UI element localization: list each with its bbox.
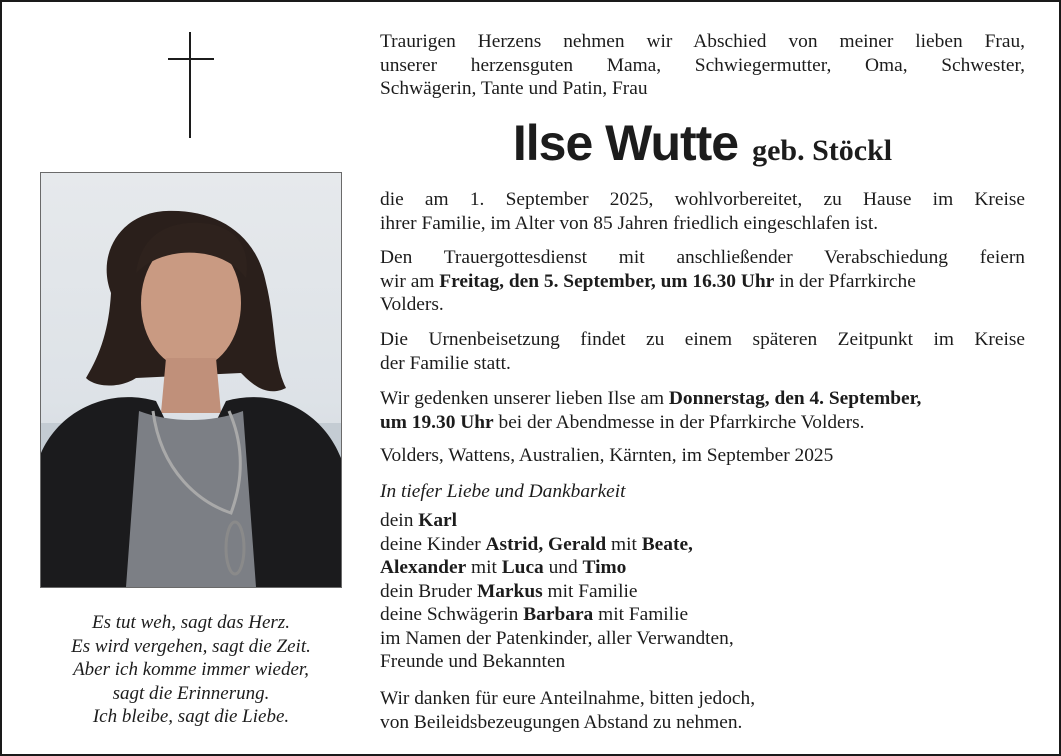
thanks-line: von Beileidsbezeugungen Abstand zu nehmen. (380, 711, 743, 733)
mourner-name: Beate, (641, 533, 693, 555)
service-date: Freitag, den 5. September, um 16.30 Uhr (439, 270, 775, 292)
mourner-text: mit (466, 557, 502, 578)
mourner-line (380, 509, 1025, 533)
mourner-name: Luca (501, 557, 544, 578)
burial-paragraph (380, 328, 1025, 375)
mourner-text: dein (380, 510, 419, 531)
remembrance-line (380, 411, 1025, 435)
poem-line: Es tut weh, sagt das Herz. (92, 612, 290, 633)
deceased-name (380, 114, 1025, 172)
service-line: Den Trauergottesdienst mit anschließender Verabschiedung feiern (380, 247, 1025, 268)
thanks-paragraph (380, 687, 1025, 734)
mourner-text: dein Bruder (380, 580, 477, 602)
service-paragraph (380, 246, 1025, 317)
mourner-text: mit (606, 533, 642, 555)
service-line: Volders. (380, 294, 444, 315)
mourner-name: Markus (476, 580, 543, 602)
poem-line: Ich bleibe, sagt die Liebe. (92, 706, 290, 727)
service-text: wir am (380, 270, 440, 292)
maiden-name: geb. Stöckl (752, 134, 893, 167)
mourner-line: im Namen der Patenkinder, aller Verwandten, (380, 627, 734, 649)
mourner-line (380, 533, 1025, 557)
mourner-text: deine Schwägerin (380, 604, 524, 625)
death-line: ihrer Familie, im Alter von 85 Jahren friedlich eingeschlafen ist. (380, 212, 879, 234)
mourner-text: mit Familie (542, 580, 638, 602)
poem-line: Es wird vergehen, sagt die Zeit. (71, 635, 311, 657)
full-name: Ilse Wutte (512, 115, 739, 171)
death-line: die am 1. September 2025, wohlvorbereitet, zu Hause im Kreise (380, 189, 1025, 210)
mourner-line (380, 556, 1025, 580)
burial-line: der Familie statt. (380, 352, 511, 374)
mourners-list (380, 509, 1025, 674)
intro-line: unserer herzensguten Mama, Schwiegermutter, Oma, Schwester, (380, 54, 1025, 76)
intro-text (380, 30, 1025, 101)
remembrance-line (380, 387, 1025, 411)
mourner-name: Barbara (523, 604, 594, 625)
remembrance-text: Wir gedenken unserer lieben Ilse am (380, 388, 669, 409)
burial-line: Die Urnenbeisetzung findet zu einem späteren Zeitpunkt im Kreise (380, 329, 1025, 350)
mourner-name: Karl (418, 510, 458, 531)
mourner-text: und (543, 557, 583, 578)
remembrance-date: Donnerstag, den 4. September, (668, 388, 922, 409)
places-line: Volders, Wattens, Australien, Kärnten, im September 2025 (380, 445, 834, 466)
closing-line: In tiefer Liebe und Dankbarkeit (380, 481, 626, 502)
service-text: in der Pfarrkirche (774, 270, 916, 292)
poem-line: Aber ich komme immer wieder, (73, 659, 309, 680)
portrait-photo (40, 172, 342, 588)
service-line (380, 270, 1025, 294)
remembrance-time: um 19.30 Uhr (380, 411, 494, 433)
death-paragraph (380, 188, 1025, 235)
mourner-line (380, 580, 1025, 604)
remembrance-text: bei der Abendmesse in der Pfarrkirche Volders. (493, 411, 865, 433)
cross-icon (168, 32, 214, 138)
mourner-text: deine Kinder (380, 533, 486, 555)
thanks-line: Wir danken für eure Anteilnahme, bitten jedoch, (380, 688, 756, 709)
mourner-name: Timo (582, 557, 627, 578)
mourner-line (380, 603, 1025, 627)
mourner-text: mit Familie (593, 604, 689, 625)
intro-line: Schwägerin, Tante und Patin, Frau (380, 78, 648, 99)
mourner-name: Alexander (380, 557, 467, 578)
mourner-name: Astrid, Gerald (485, 533, 607, 555)
poem-line: sagt die Erinnerung. (112, 682, 270, 704)
mourner-line: Freunde und Bekannten (380, 651, 566, 672)
remembrance-paragraph (380, 387, 1025, 434)
poem (30, 611, 352, 729)
intro-line: Traurigen Herzens nehmen wir Abschied von meiner lieben Frau, (380, 31, 1025, 52)
